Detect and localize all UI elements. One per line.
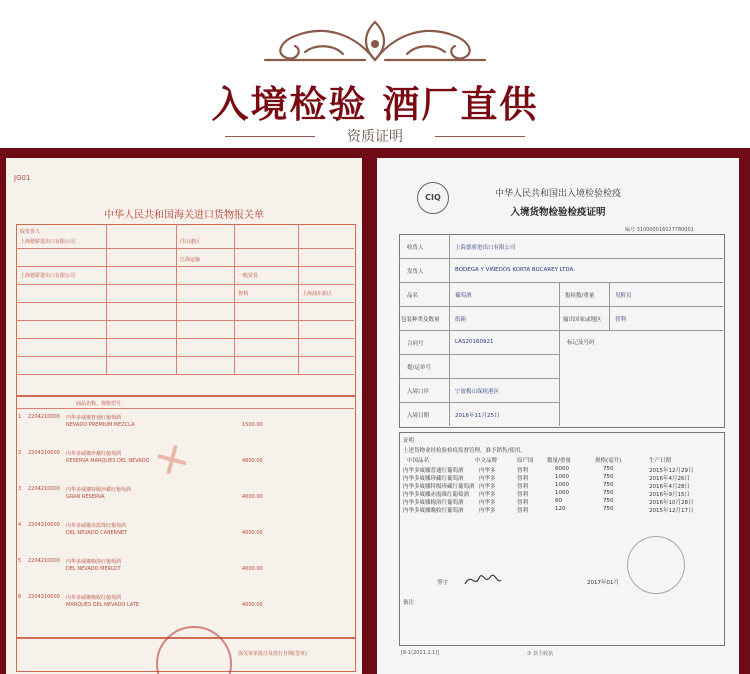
item-qty: 6000 — [555, 466, 569, 472]
goods-row-no: 5 — [18, 558, 22, 564]
col-origin: 原产国 — [517, 458, 534, 464]
col-qty: 数量/重量 — [547, 458, 571, 464]
certificate-authority-title: 中华人民共和国出入境检验检疫 — [494, 189, 621, 199]
entry-port-label: 入境口岸 — [407, 389, 430, 395]
item-name: 内华多威娜普通红葡萄酒 — [403, 468, 464, 474]
goods-row-amount: 4000.00 — [242, 602, 263, 608]
goods-header: 商品名称、规格型号 — [76, 401, 122, 407]
goods-row-no: 6 — [18, 594, 22, 600]
item-size: 750 — [603, 474, 614, 480]
item-date: 2015年12月17日 — [649, 508, 694, 514]
goods-row-code: 2204210000 — [28, 522, 60, 528]
item-origin: 智利 — [517, 484, 529, 490]
item-date: 2016年4月28日 — [649, 484, 690, 490]
goods-row-code: 2204210000 — [28, 414, 60, 420]
certificate-info-table — [399, 234, 725, 428]
item-size: 750 — [603, 506, 614, 512]
marks-label: 标记及号码 — [567, 340, 595, 346]
goods-row-name: 内华多威娜梅洛红葡萄酒 — [66, 559, 122, 565]
col-date: 生产日期 — [649, 458, 672, 464]
page-subtitle: 资质证明 — [347, 129, 403, 145]
quantity-value: 见附页 — [615, 293, 632, 299]
bill-label: 提/运单号 — [407, 365, 431, 371]
goods-row-en: NEVADO PREMIUM MEZCLA — [66, 422, 135, 428]
signature-label: 签字 — [437, 580, 449, 586]
handwritten-signature — [463, 570, 503, 590]
goods-row-no: 4 — [18, 522, 22, 528]
declaration-header-table — [16, 224, 356, 396]
consignee-label: 收货人 — [407, 245, 424, 251]
goods-row-code: 2204210000 — [28, 594, 60, 600]
origin-country-value: 智利 — [615, 317, 627, 323]
goods-row-amount: 4000.00 — [242, 494, 263, 500]
quantity-label: 报检数/重量 — [565, 293, 595, 299]
goods-row-en: DEL NEVADO CABERNET — [66, 530, 128, 536]
goods-row-no: 3 — [18, 486, 22, 492]
goods-row-no: 2 — [18, 450, 22, 456]
destination-value: 上海浦东新区 — [302, 291, 333, 297]
item-size: 750 — [603, 482, 614, 488]
item-date: 2016年9月15日 — [649, 492, 690, 498]
certificate-goods-section — [399, 432, 725, 646]
goods-row-code: 2204210000 — [28, 450, 60, 456]
item-name: 内华多威娜梅洛红葡萄酒 — [403, 500, 464, 506]
item-brand: 内华多 — [479, 484, 496, 490]
entry-date-label: 入境日期 — [407, 413, 430, 419]
certificate-title: 入境货物检验检疫证明 — [510, 207, 606, 218]
goods-row-code: 2204210000 — [28, 558, 60, 564]
goods-row-name: 内华多威娜普通红葡萄酒 — [66, 415, 122, 421]
goods-row-name: 内华多威娜特级珍藏红葡萄酒 — [66, 487, 132, 493]
goods-row-amount: 4000.00 — [242, 530, 263, 536]
consignee-value-2: 上海德骄进出口有限公司 — [20, 273, 76, 279]
item-origin: 智利 — [517, 508, 529, 514]
goods-row-no: 1 — [18, 414, 22, 420]
entry-port-value: 宁波梅山保税港区 — [455, 389, 500, 395]
item-name: 内华多威娜珍藏红葡萄酒 — [403, 476, 464, 482]
entry-date-value: 2016年11月25日 — [455, 413, 500, 419]
contract-value: LAS20160921 — [455, 339, 494, 345]
subtitle-divider-right — [435, 136, 525, 137]
item-date: 2015年12月29日 — [649, 468, 694, 474]
package-label: 包装种类及数量 — [401, 317, 440, 323]
item-origin: 智利 — [517, 476, 529, 482]
ornament-decoration — [255, 14, 495, 66]
contract-label: 合同号 — [407, 341, 424, 347]
item-brand: 内华多 — [479, 468, 496, 474]
copy-note: ① 货主收执 — [527, 651, 554, 657]
item-size: 750 — [603, 498, 614, 504]
country-value: 智利 — [238, 291, 249, 297]
consignee-value: 上海德骄进出口有限公司 — [455, 245, 516, 251]
item-qty: 1000 — [555, 482, 569, 488]
transport-value: 江海运输 — [180, 257, 201, 263]
item-brand: 内华多 — [479, 508, 496, 514]
customs-footer-note: 海关审单批注及放行日期(签章) — [238, 651, 307, 657]
customs-declaration-document — [6, 158, 362, 674]
item-size: 750 — [603, 490, 614, 496]
shipper-label: 发货人 — [407, 269, 424, 275]
item-origin: 智利 — [517, 468, 529, 474]
item-qty: 1000 — [555, 474, 569, 480]
certificate-number: 编号 310000016027780001 — [625, 227, 694, 233]
goods-row-en: RESERVA MARQUES DEL NEVADO — [66, 458, 150, 464]
origin-country-label: 输出国家或地区 — [563, 317, 602, 323]
form-code: JG01 — [14, 174, 31, 182]
proof-text: 上述货物业经检验检疫监督管理，准予销售/使用。 — [403, 448, 526, 454]
item-origin: 智利 — [517, 500, 529, 506]
goods-row-code: 2204210000 — [28, 486, 60, 492]
goods-row-amount: 4000.00 — [242, 566, 263, 572]
col-size: 规格(毫升) — [595, 458, 622, 464]
item-qty: 120 — [555, 506, 566, 512]
remark-label: 备注 — [403, 600, 415, 606]
goods-row-en: DEL NEVADO MERLOT — [66, 566, 121, 572]
item-size: 750 — [603, 466, 614, 472]
item-brand: 内华多 — [479, 476, 496, 482]
goods-row-en: GRAN RESERVA — [66, 494, 105, 500]
item-qty: 60 — [555, 498, 562, 504]
ciq-logo: CIQ — [417, 182, 449, 214]
goods-row-amount: 1500.00 — [242, 422, 263, 428]
trade-mode-value: 一般贸易 — [238, 273, 259, 279]
item-qty: 1000 — [555, 490, 569, 496]
form-version: [6-1(2011.1.1)] — [401, 650, 440, 656]
item-brand: 内华多 — [479, 500, 496, 506]
goods-row-en: MARQUES DEL NEVADO LATE — [66, 602, 140, 608]
consignee-label: 收发货人 — [20, 229, 41, 235]
signature-date: 2017年01月 — [587, 580, 619, 586]
shipper-value: BODEGA Y VIÑEDOS KORTA BUCAREY LTDA. — [455, 267, 575, 273]
product-label: 品名 — [407, 293, 419, 299]
item-date: 2016年4月26日 — [649, 476, 690, 482]
col-brand: 中文品牌 — [475, 458, 498, 464]
customs-document-title: 中华人民共和国海关进口货物报关单 — [104, 210, 264, 221]
page-title: 入境检验 酒厂直供 — [211, 83, 539, 126]
goods-row-amount: 4800.00 — [242, 458, 263, 464]
proof-label: 证明 — [403, 438, 415, 444]
col-name: 中国品名 — [407, 458, 430, 464]
goods-row-name: 内华多威娜赤霞珠红葡萄酒 — [66, 523, 127, 529]
package-value: 纸箱 — [455, 317, 467, 323]
item-name: 内华多威娜特级珍藏红葡萄酒 — [403, 484, 475, 490]
item-brand: 内华多 — [479, 492, 496, 498]
goods-row-name: 内华多威娜晚收红葡萄酒 — [66, 595, 122, 601]
item-name: 内华多威娜赤霞珠红葡萄酒 — [403, 492, 470, 498]
inspection-certificate-document — [377, 158, 739, 674]
goods-row-name: 内华多威娜珍藏红葡萄酒 — [66, 451, 122, 457]
release-stamp-mark: ✕ — [146, 432, 199, 490]
inspection-seal-stamp — [627, 536, 685, 594]
item-name: 内华多威娜晚收红葡萄酒 — [403, 508, 464, 514]
consignee-value: 上海德骄进出口有限公司 — [20, 239, 76, 245]
item-date: 2016年10月28日 — [649, 500, 694, 506]
port-value: 洋山港区 — [180, 239, 201, 245]
item-origin: 智利 — [517, 492, 529, 498]
product-value: 葡萄酒 — [455, 293, 472, 299]
